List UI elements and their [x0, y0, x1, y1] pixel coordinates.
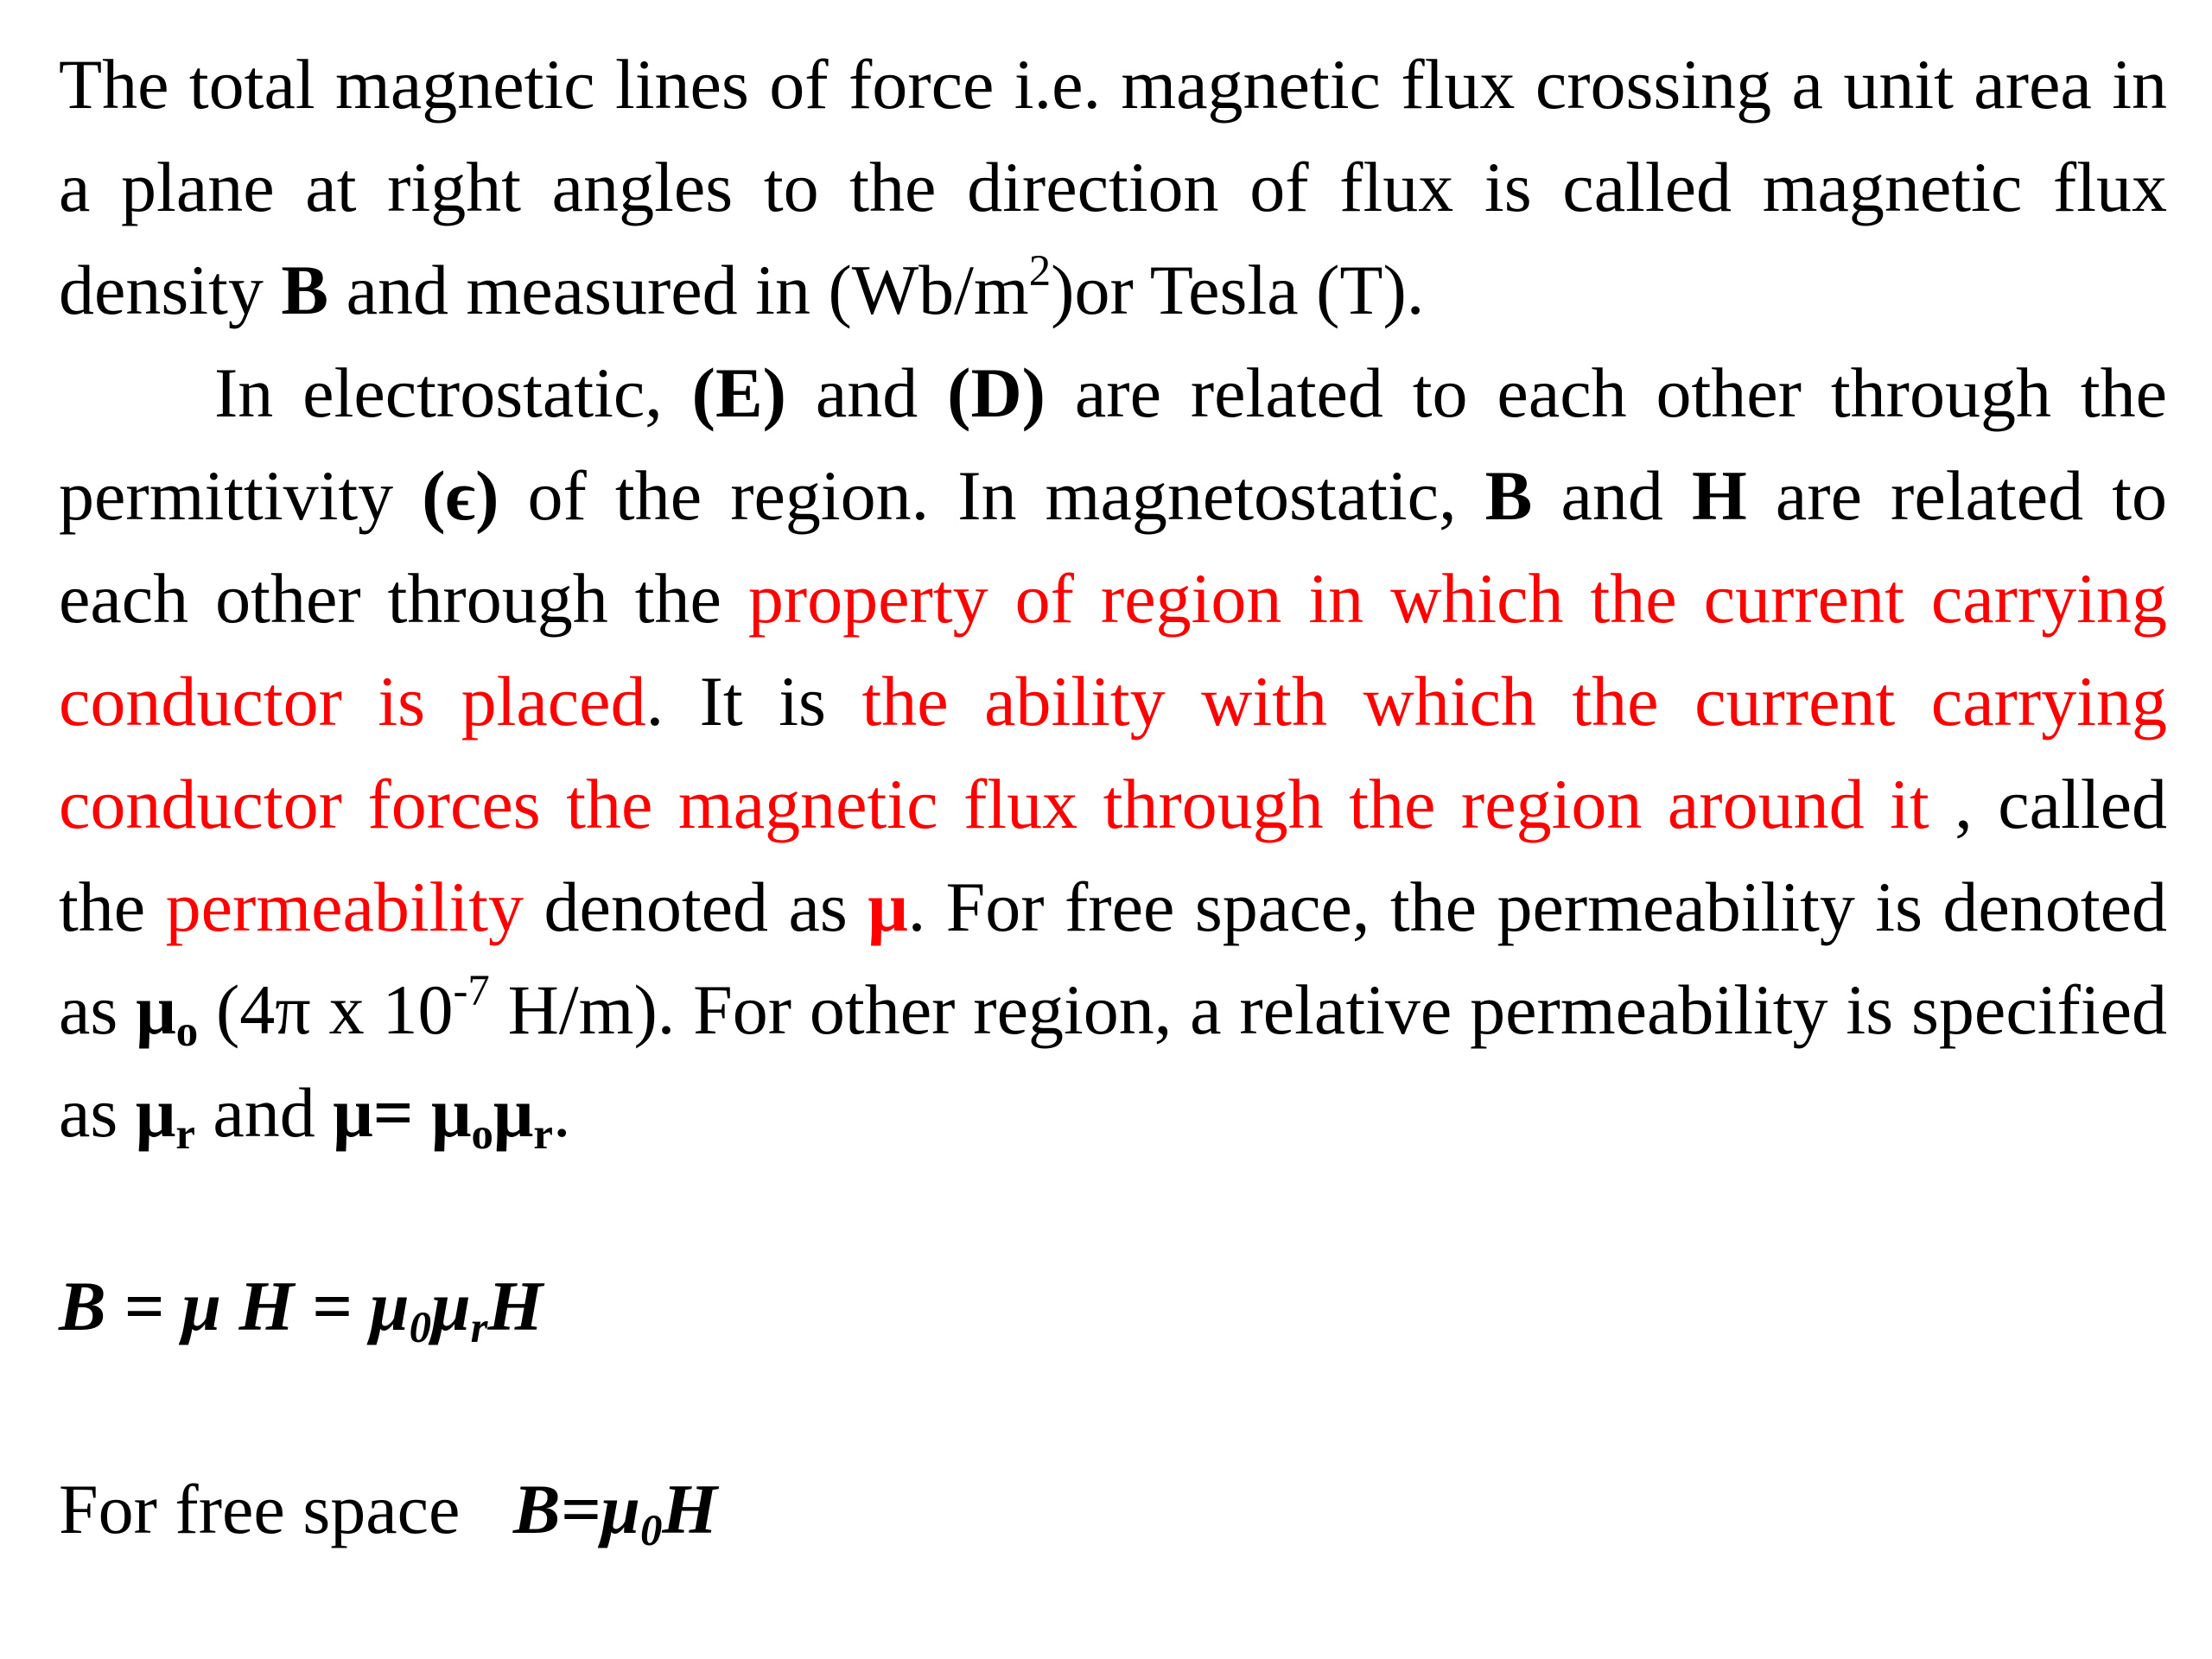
p2-s4: of the region. In magnetostatic, [499, 456, 1485, 535]
symbol-mu-o: μ [136, 970, 176, 1049]
p2-s8: , called the [59, 765, 2167, 946]
p2-s6: are related to each other through the [59, 456, 2167, 638]
p2-s3: are related to each other through the permittivity [59, 353, 2167, 535]
document-body [59, 33, 2167, 1164]
p2-s15: . [552, 1073, 571, 1152]
equation1-sub-r: r [470, 1303, 488, 1352]
equation1-h: H [487, 1267, 543, 1345]
symbol-mu: μ [868, 868, 908, 946]
free-space-sub-0: 0 [639, 1506, 663, 1555]
p2-s7: . It is [645, 662, 862, 741]
p2-s12: H/m). For other region, a relative permeability is specified as [59, 970, 2167, 1152]
subscript-o: o [175, 1007, 199, 1056]
paragraph-permeability [59, 341, 2167, 1164]
free-space-eq-a: B=μ [512, 1470, 640, 1548]
paragraph1-text-c: )or Tesla (T). [1051, 251, 1425, 329]
p2-s14 [414, 1073, 432, 1152]
subscript-r: r [175, 1109, 195, 1159]
highlight-ability-definition: the ability with which the current carrying conductor forces the magnetic flux through the region around it [59, 662, 2167, 843]
p2-s13: and [194, 1073, 334, 1152]
symbol-h: H [1691, 456, 1747, 535]
superscript-2: 2 [1028, 245, 1052, 295]
p2-s11: (4π x 10 [198, 970, 454, 1049]
p2-s5: and [1532, 456, 1692, 535]
free-space-label: For free space [59, 1470, 461, 1548]
superscript-minus-7: -7 [453, 965, 490, 1014]
highlight-permeability: permeability [165, 868, 524, 946]
symbol-mu-r: μ [135, 1073, 176, 1152]
paragraph-flux-density [59, 33, 2167, 341]
subscript-o-2: o [471, 1109, 493, 1159]
paragraph1-text-b: and measured in (Wb/m [328, 251, 1029, 329]
equation1-mu: μ [431, 1267, 471, 1345]
symbol-mu-o-2: μ [431, 1073, 472, 1152]
highlight-property-of-region: property of region in which the current carrying conductor is placed [59, 559, 2168, 741]
p2-s10: . For free space, the permeability is denoted as [59, 868, 2168, 1049]
paragraph1-text-a: The total magnetic lines of force i.e. magnetic flux crossing a unit area in a plane at right angles to the direction of flux is called magnetic flux density [59, 45, 2167, 329]
symbol-b-2: B [1484, 456, 1533, 535]
p2-s9: denoted as [524, 868, 868, 946]
subscript-r-2: r [533, 1109, 553, 1159]
p2-s1: In electrostatic, [214, 353, 692, 432]
symbol-mu-r-2: μ [493, 1073, 534, 1152]
free-space-equation [512, 1470, 718, 1555]
equation1-lhs: B = μ H = μ [59, 1267, 410, 1345]
equation1-sub-0: 0 [409, 1303, 432, 1352]
symbol-e: (E) [691, 353, 786, 432]
equation-free-space [59, 1469, 718, 1555]
symbol-b: B [281, 251, 329, 329]
symbol-mu-equals: μ= [333, 1073, 414, 1152]
symbol-epsilon: (ϵ) [422, 456, 499, 535]
p2-s2: and [785, 353, 948, 432]
free-space-eq-b: H [662, 1470, 718, 1548]
equation-b-mu-h [59, 1266, 543, 1352]
symbol-d: (D) [947, 353, 1046, 432]
